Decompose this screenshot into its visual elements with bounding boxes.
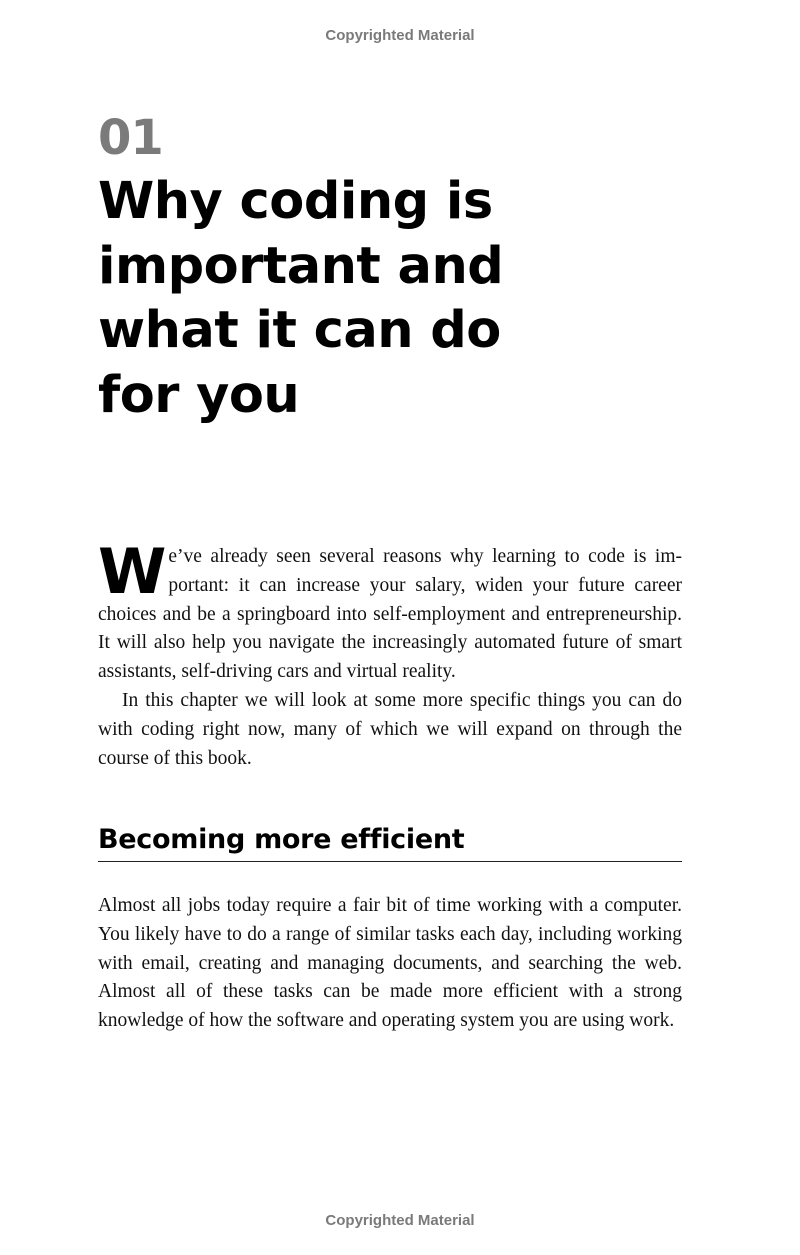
section-paragraph: Almost all jobs today require a fair bit of time working with a computer. You likely have to do a range of similar tasks each day, including working with email, creating and managing documents, and searching the web. Almost all of these tasks can be made more efficient with a strong knowledge of how the software and operating system you are using work.: [98, 895, 682, 1032]
chapter-title: Why coding is important and what it can do for you: [98, 172, 504, 425]
copyright-watermark-top: Copyrighted Material: [325, 27, 475, 44]
intro-paragraph-2: In this chapter we will look at some more specific things you can do with coding right now, many of which we will expand on through the course of this book.: [98, 690, 682, 769]
intro-paragraph-1: [98, 535, 682, 687]
section-heading: Becoming more efficient: [98, 824, 682, 862]
chapter-number: 01: [98, 110, 163, 166]
drop-cap: W: [98, 535, 167, 608]
intro-paragraph-1-text: e’ve already seen several reasons why learning to code is important: it can increase your salary, widen your future career choices and be a springboard into self-employment and entrepreneurship. It will also help you navigate the increasingly automated future of smart assistants, self-driving cars and virtual reality.: [98, 546, 682, 683]
copyright-watermark-bottom: Copyrighted Material: [325, 1212, 475, 1229]
